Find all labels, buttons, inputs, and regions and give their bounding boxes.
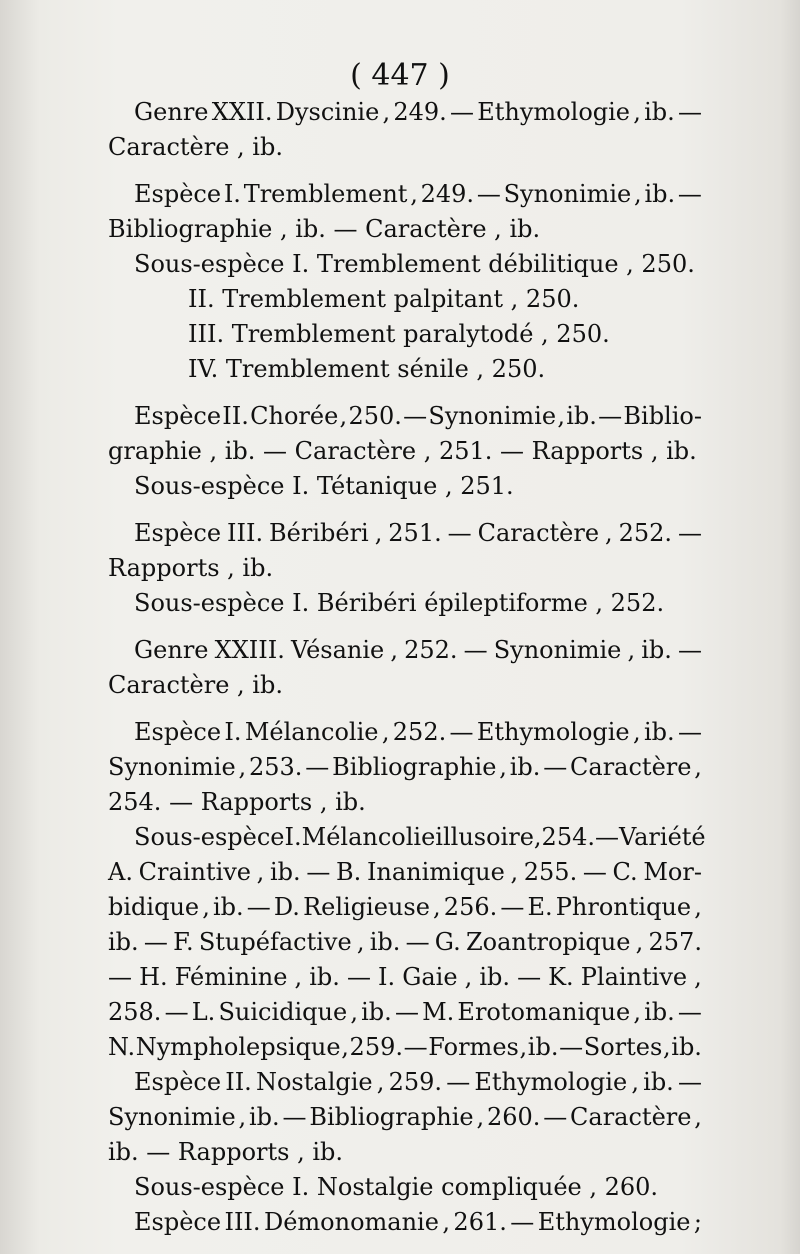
word: D. <box>273 893 300 921</box>
word: K. <box>548 963 574 991</box>
word: Caractère <box>570 753 692 781</box>
paragraph-gap <box>108 504 702 516</box>
word: — <box>305 753 330 781</box>
word: Féminine <box>174 963 288 991</box>
word: Tremblement <box>243 180 408 208</box>
word: Synonimie <box>503 180 632 208</box>
paragraph-gap <box>108 165 702 177</box>
word: H. <box>139 963 168 991</box>
word: , <box>442 1208 450 1236</box>
text-line: Sous-espèce I. Béribéri épileptiforme , 252. <box>134 589 665 617</box>
word: Synonimie <box>108 753 236 781</box>
paragraph-gap <box>108 703 702 715</box>
word: — <box>510 1208 535 1236</box>
word: Zoantropique <box>465 928 631 956</box>
text-line <box>108 177 702 212</box>
word: XXIII. <box>214 636 285 664</box>
word: Variété <box>618 823 706 851</box>
word: , <box>464 963 473 991</box>
word: Ethymologie <box>537 1208 691 1236</box>
word: ib. <box>369 928 401 956</box>
word: , <box>631 1068 639 1096</box>
text-line <box>108 925 702 960</box>
text-line: III. Tremblement paralytodé , 250. <box>188 320 610 348</box>
word: 261. <box>453 1208 507 1236</box>
word: Espèce <box>134 402 222 430</box>
word: , <box>605 519 613 547</box>
text-line <box>108 855 702 890</box>
text-line <box>108 750 702 785</box>
word: Genre <box>134 98 209 126</box>
word: Vésanie <box>290 636 385 664</box>
word: Religieuse <box>303 893 430 921</box>
word: — <box>543 753 568 781</box>
word: — <box>463 636 488 664</box>
word: Mélancolie <box>244 718 379 746</box>
word: , <box>557 402 565 430</box>
word: Nympholepsique <box>135 1033 341 1061</box>
word: Nostalgie <box>255 1068 373 1096</box>
word: , <box>510 858 519 886</box>
word: , <box>390 636 398 664</box>
word: Synonimie <box>428 402 557 430</box>
word: I. <box>284 823 302 851</box>
word: — <box>282 1103 307 1131</box>
word: , <box>635 928 644 956</box>
word: — <box>543 1103 568 1131</box>
word: G. <box>434 928 461 956</box>
word: — <box>447 519 472 547</box>
word: Caractère <box>477 519 600 547</box>
word: — <box>449 718 474 746</box>
word: , <box>376 1068 385 1096</box>
word: Béribéri <box>269 519 369 547</box>
word: — <box>306 858 331 886</box>
word: , <box>519 1033 528 1061</box>
word: Bibliographie <box>332 753 497 781</box>
word: ib. <box>527 1033 559 1061</box>
word: — <box>677 998 702 1026</box>
word: , <box>694 753 702 781</box>
word: ib. <box>269 858 301 886</box>
word: , <box>533 823 542 851</box>
word: Synonimie <box>493 636 622 664</box>
word: ib. <box>643 1068 674 1096</box>
text-line: graphie , ib. — Caractère , 251. — Rapports , ib. <box>108 437 697 465</box>
word: ib. <box>108 928 139 956</box>
text-line: Caractère , ib. <box>108 133 283 161</box>
word: Suicidique <box>218 998 348 1026</box>
word: A. <box>108 858 133 886</box>
word: — <box>677 1068 702 1096</box>
word: ib. <box>643 718 675 746</box>
word: — <box>246 893 271 921</box>
word: 259. <box>388 1068 443 1096</box>
word: — <box>517 963 542 991</box>
word: Espèce <box>134 1208 222 1236</box>
word: 249. <box>393 98 447 126</box>
word: Mélancolie <box>301 823 436 851</box>
text-line <box>108 995 702 1030</box>
text-line: IV. Tremblement sénile , 250. <box>188 355 546 383</box>
word: , <box>381 718 390 746</box>
word: , <box>633 998 641 1026</box>
word: , <box>476 1103 485 1131</box>
word: Sous-espèce <box>134 823 285 851</box>
table-of-contents-text <box>108 95 706 1240</box>
word: — <box>403 402 428 430</box>
text-line <box>108 399 702 434</box>
word: , <box>256 858 265 886</box>
text-line: Sous-espèce I. Tremblement débilitique , 250. <box>134 250 695 278</box>
word: ib. <box>309 963 340 991</box>
word: — <box>108 963 132 991</box>
word: ib. <box>566 402 597 430</box>
word: ; <box>693 1208 702 1236</box>
word: 249. <box>420 180 475 208</box>
word: Phrontique <box>555 893 692 921</box>
word: Craintive <box>138 858 251 886</box>
word: Caractère <box>570 1103 692 1131</box>
word: ib. <box>641 636 672 664</box>
word: Dyscinie <box>275 98 380 126</box>
word: , <box>662 1033 671 1061</box>
word: III. <box>227 519 264 547</box>
word: — <box>394 998 419 1026</box>
word: N. <box>108 1033 136 1061</box>
word: 252. <box>392 718 447 746</box>
word: 250. <box>348 402 402 430</box>
text-line <box>108 820 706 855</box>
text-line <box>108 1030 702 1065</box>
word: Espèce <box>134 718 222 746</box>
word: — <box>677 98 702 126</box>
word: , <box>350 998 358 1026</box>
word: ib. <box>509 753 541 781</box>
word: 256. <box>443 893 498 921</box>
word: , <box>499 753 507 781</box>
page-number: ( 447 ) <box>350 58 450 93</box>
word: Chorée <box>250 402 339 430</box>
word: ib. <box>361 998 392 1026</box>
word: Ethymologie <box>477 98 631 126</box>
word: , <box>634 180 642 208</box>
word: 258. <box>108 998 162 1026</box>
word: bidique <box>108 893 200 921</box>
word: Inanimique <box>366 858 505 886</box>
word: C. <box>612 858 638 886</box>
word: Genre <box>134 636 209 664</box>
word: Erotomanique <box>457 998 631 1026</box>
word: Sortes <box>583 1033 663 1061</box>
word: 255. <box>523 858 578 886</box>
word: Synonimie <box>108 1103 236 1131</box>
text-line <box>108 960 702 995</box>
word: , <box>694 893 702 921</box>
word: — <box>594 823 619 851</box>
text-line <box>108 715 702 750</box>
word: 253. <box>248 753 303 781</box>
word: ib. <box>644 180 676 208</box>
word: — <box>677 180 702 208</box>
word: Biblio- <box>623 402 702 430</box>
word: 259. <box>349 1033 403 1061</box>
word: , <box>433 893 441 921</box>
paragraph-gap <box>108 387 702 399</box>
word: , <box>202 893 210 921</box>
word: , <box>694 1103 702 1131</box>
word: Plaintive <box>580 963 688 991</box>
text-line <box>108 1205 702 1240</box>
word: — <box>582 858 607 886</box>
word: ib. <box>213 893 244 921</box>
word: , <box>382 98 391 126</box>
word: , <box>294 963 303 991</box>
word: , <box>632 718 641 746</box>
word: III. <box>224 1208 261 1236</box>
word: ib. <box>644 998 675 1026</box>
word: Espèce <box>134 519 222 547</box>
text-line <box>108 95 702 130</box>
word: , <box>341 1033 349 1061</box>
word: — <box>164 998 189 1026</box>
word: Stupéfactive <box>198 928 352 956</box>
word: II. <box>225 1068 252 1096</box>
word: — <box>677 519 702 547</box>
word: Gaie <box>402 963 458 991</box>
text-line <box>108 633 702 668</box>
word: ib. <box>248 1103 280 1131</box>
word: — <box>450 98 475 126</box>
word: — <box>405 928 430 956</box>
word: 257. <box>648 928 702 956</box>
word: XXII. <box>211 98 273 126</box>
word: — <box>476 180 501 208</box>
word: E. <box>527 893 553 921</box>
text-line: Caractère , ib. <box>108 671 283 699</box>
word: , <box>339 402 348 430</box>
word: , <box>410 180 418 208</box>
word: — <box>446 1068 471 1096</box>
word: , <box>238 753 247 781</box>
word: — <box>677 718 702 746</box>
word: , <box>694 963 702 991</box>
word: I. <box>223 180 241 208</box>
word: ib. <box>644 98 675 126</box>
word: 252. <box>618 519 673 547</box>
word: L. <box>191 998 216 1026</box>
word: F. <box>173 928 194 956</box>
word: Formes <box>428 1033 519 1061</box>
text-line: Bibliographie , ib. — Caractère , ib. <box>108 215 541 243</box>
text-line <box>108 516 702 551</box>
word: — <box>143 928 168 956</box>
text-line: II. Tremblement palpitant , 250. <box>188 285 580 313</box>
text-line: ib. — Rapports , ib. <box>108 1138 344 1166</box>
paragraph-gap <box>108 621 702 633</box>
word: — <box>500 893 525 921</box>
word: — <box>559 1033 584 1061</box>
word: B. <box>336 858 362 886</box>
word: 254. <box>541 823 595 851</box>
text-line: Sous-espèce I. Tétanique , 251. <box>134 472 514 500</box>
word: , <box>633 98 641 126</box>
text-line: Rapports , ib. <box>108 554 274 582</box>
word: — <box>598 402 623 430</box>
word: Démonomanie <box>263 1208 439 1236</box>
text-line <box>108 1100 702 1135</box>
word: illusoire <box>435 823 534 851</box>
word: ib. <box>479 963 510 991</box>
word: — <box>346 963 371 991</box>
word: 252. <box>404 636 458 664</box>
word: M. <box>422 998 455 1026</box>
word: Bibliographie <box>309 1103 474 1131</box>
word: Mor- <box>643 858 702 886</box>
word: Espèce <box>134 1068 222 1096</box>
word: 260. <box>486 1103 541 1131</box>
word: I. <box>378 963 396 991</box>
word: Ethymologie <box>474 1068 628 1096</box>
word: , <box>374 519 383 547</box>
text-line: 254. — Rapports , ib. <box>108 788 366 816</box>
word: , <box>627 636 636 664</box>
word: 251. <box>388 519 442 547</box>
word: — <box>403 1033 428 1061</box>
word: I. <box>224 718 242 746</box>
word: ib. <box>671 1033 702 1061</box>
word: , <box>356 928 365 956</box>
word: Espèce <box>134 180 222 208</box>
text-line <box>108 1065 702 1100</box>
text-line <box>108 890 702 925</box>
word: Ethymologie <box>476 718 630 746</box>
text-line: Sous-espèce I. Nostalgie compliquée , 260. <box>134 1173 659 1201</box>
word: II. <box>222 402 249 430</box>
word: — <box>677 636 702 664</box>
word: , <box>238 1103 247 1131</box>
